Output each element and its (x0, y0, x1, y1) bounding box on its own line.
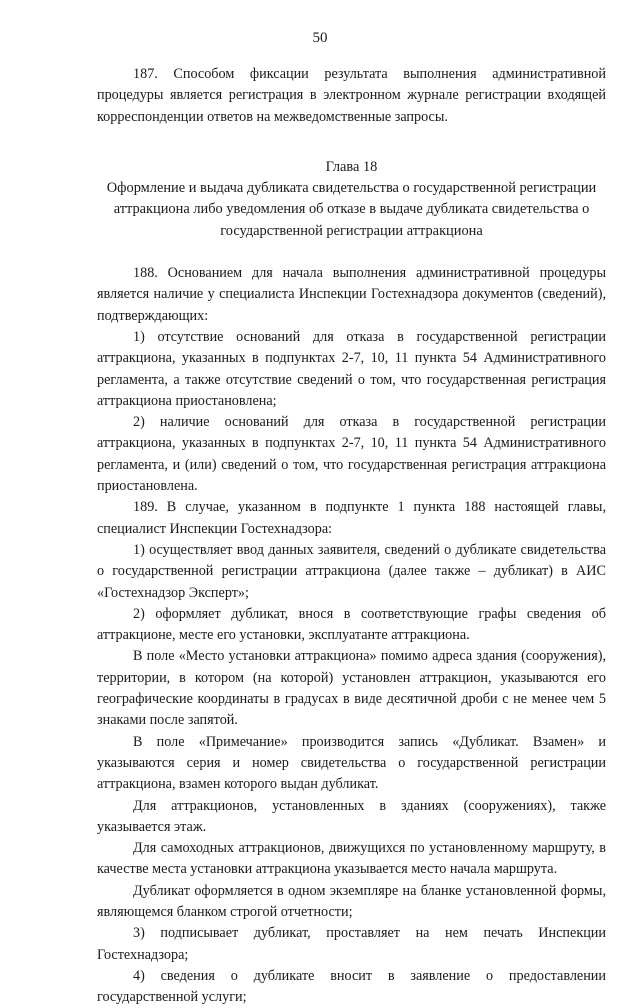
paragraph-place-field: В поле «Место установки аттракциона» помимо адреса здания (сооружения), территории, в котором (на которой) установлен аттракцион, указываются его географические координаты в градусах в виде десятичной дроби с не менее чем 5 знаками после запятой. (97, 648, 606, 729)
paragraph-floor: Для аттракционов, установленных в зданиях (сооружениях), также указывается этаж. (97, 797, 606, 835)
paragraph-188-item-2: 2) наличие оснований для отказа в государственной регистрации аттракциона, указанных в подпунктах 2-7, 10, 11 пункта 54 Административного регламента, и (или) сведений о том, что государственная регистрация аттракциона приостановлена. (97, 414, 606, 495)
paragraph-189-item-1: 1) осуществляет ввод данных заявителя, сведений о дубликате свидетельства о государственной регистрации аттракциона (далее также – дубликат) в АИС «Гостехнадзор Эксперт»; (97, 541, 606, 601)
paragraph-duplicate-form: Дубликат оформляется в одном экземпляре на бланке установленной формы, являющемся бланком строгой отчетности; (97, 882, 606, 920)
paragraph-189: 189. В случае, указанном в подпункте 1 пункта 188 настоящей главы, специалист Инспекции Гостехнадзора: (97, 499, 606, 537)
paragraph-188-item-1: 1) отсутствие оснований для отказа в государственной регистрации аттракциона, указанных в подпунктах 2-7, 10, 11 пункта 54 Административного регламента, а также отсутствие сведений о том, что государственная регистрация аттракциона приостановлена; (97, 328, 606, 409)
page-number: 50 (312, 30, 328, 46)
document-body (97, 64, 606, 1008)
chapter-title: Оформление и выдача дубликата свидетельства о государственной регистрации аттракциона либо уведомления об отказе в выдаче дубликата свидетельства о государственной регистрации аттракциона (106, 180, 597, 239)
paragraph-189-item-4: 4) сведения о дубликате вносит в заявление о предоставлении государственной услуги; (97, 967, 606, 1006)
chapter-number: Глава 18 (325, 158, 378, 175)
paragraph-189-item-3: 3) подписывает дубликат, проставляет на нем печать Инспекции Гостехнадзора; (97, 925, 606, 963)
paragraph-188: 188. Основанием для начала выполнения административной процедуры является наличие у специалиста Инспекции Гостехнадзора документов (сведений), подтверждающих: (97, 265, 606, 324)
paragraph-note-field: В поле «Примечание» производится запись «Дубликат. Взамен» и указываются серия и номер свидетельства о государственной регистрации аттракциона, взамен которого выдан дубликат. (97, 733, 606, 793)
paragraph-self-propelled: Для самоходных аттракционов, движущихся по установленному маршруту, в качестве места установки аттракциона указывается место начала маршрута. (97, 840, 606, 878)
paragraph-187: 187. Способом фиксации результата выполнения административной процедуры является регистрация в электронном журнале регистрации входящей корреспонденции ответов на межведомственные запросы. (97, 66, 606, 125)
paragraph-189-item-2: 2) оформляет дубликат, внося в соответствующие графы сведения об аттракционе, месте его установки, эксплуатанте аттракциона. (97, 605, 606, 644)
